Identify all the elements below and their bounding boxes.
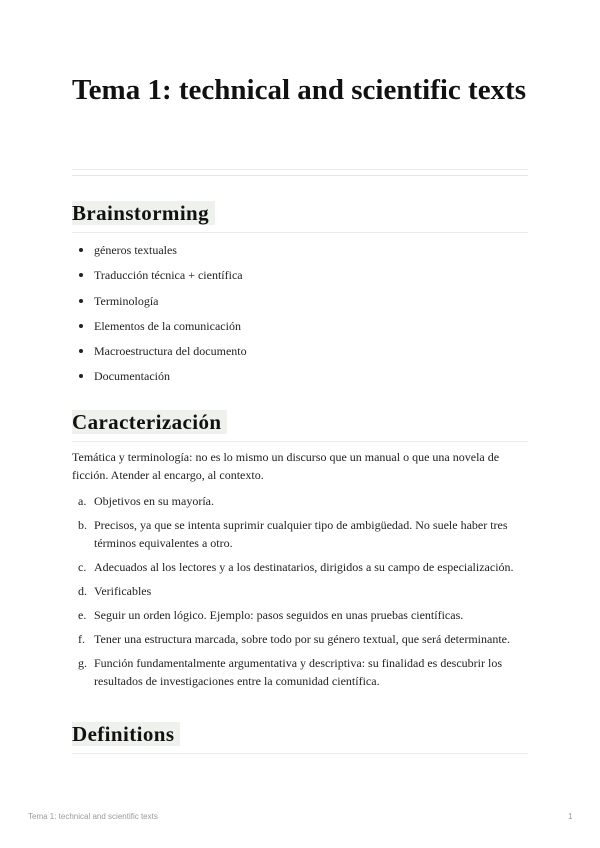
- list-item-text: Precisos, ya que se intenta suprimir cualquier tipo de ambigüedad. No suele haber tres términos equivalentes a otro.: [94, 518, 508, 550]
- brainstorming-heading-text: Brainstorming: [72, 201, 215, 225]
- list-item-text: Tener una estructura marcada, sobre todo por su género textual, que será determinante.: [94, 632, 510, 646]
- list-marker: f.: [78, 632, 85, 646]
- definitions-divider: [72, 753, 528, 754]
- bullet-icon: [79, 324, 83, 328]
- caracterizacion-intro: Temática y terminología: no es lo mismo un discurso que un manual o que una novela de ficción. Atender al encargo, al contexto.: [72, 450, 500, 482]
- list-item: [72, 242, 528, 267]
- definitions-heading-text: Definitions: [72, 722, 180, 746]
- list-item-text: Verificables: [94, 584, 152, 598]
- bullet-icon: [79, 374, 83, 378]
- list-item-text: Función fundamentalmente argumentativa y descriptiva: su finalidad es descubrir los resultados de investigaciones entre la comunidad científica.: [94, 656, 502, 688]
- list-item: [72, 492, 528, 510]
- definitions-heading: [72, 720, 180, 748]
- list-item-text: Terminología: [94, 293, 159, 308]
- list-item-text: Macroestructura del documento: [94, 344, 247, 359]
- bullet-icon: [79, 273, 83, 277]
- page-title: Tema 1: technical and scientific texts: [72, 74, 527, 106]
- brainstorming-heading: [72, 199, 215, 227]
- list-item-text: Seguir un orden lógico. Ejemplo: pasos seguidos en unas pruebas científicas.: [94, 608, 464, 622]
- footer-document-title: Tema 1: technical and scientific texts: [28, 812, 158, 821]
- bullet-icon: [79, 349, 83, 353]
- bullet-icon: [79, 299, 83, 303]
- list-item: [72, 368, 528, 393]
- brainstorming-list: [72, 242, 528, 394]
- caracterizacion-divider: [72, 441, 528, 442]
- list-item-text: Objetivos en su mayoría.: [94, 494, 214, 508]
- list-item: [72, 318, 528, 343]
- list-item: [72, 654, 528, 690]
- bullet-icon: [79, 248, 83, 252]
- caracterizacion-list: [72, 492, 528, 696]
- list-item-text: Elementos de la comunicación: [94, 318, 241, 333]
- list-marker: a.: [78, 494, 87, 508]
- list-marker: d.: [78, 584, 87, 598]
- list-marker: b.: [78, 518, 87, 532]
- caracterizacion-heading: [72, 408, 227, 436]
- list-item: [72, 267, 528, 292]
- title-divider-top: [72, 169, 528, 170]
- brainstorming-divider: [72, 232, 528, 233]
- list-item: [72, 293, 528, 318]
- list-item: [72, 582, 528, 600]
- list-item-text: Documentación: [94, 369, 170, 384]
- list-marker: c.: [78, 560, 87, 574]
- list-item-text: Adecuados al los lectores y a los destinatarios, dirigidos a su campo de especialización.: [94, 560, 514, 574]
- title-divider-bottom: [72, 175, 528, 176]
- list-item: [72, 606, 528, 624]
- footer-page-number: 1: [568, 812, 573, 821]
- list-item-text: Traducción técnica + científica: [94, 268, 243, 283]
- list-item: [72, 516, 528, 552]
- list-item-text: géneros textuales: [94, 243, 177, 257]
- caracterizacion-heading-text: Caracterización: [72, 410, 227, 434]
- list-item: [72, 630, 528, 648]
- list-item: [72, 558, 528, 576]
- list-marker: e.: [78, 608, 87, 622]
- list-marker: g.: [78, 656, 87, 670]
- list-item: [72, 343, 528, 368]
